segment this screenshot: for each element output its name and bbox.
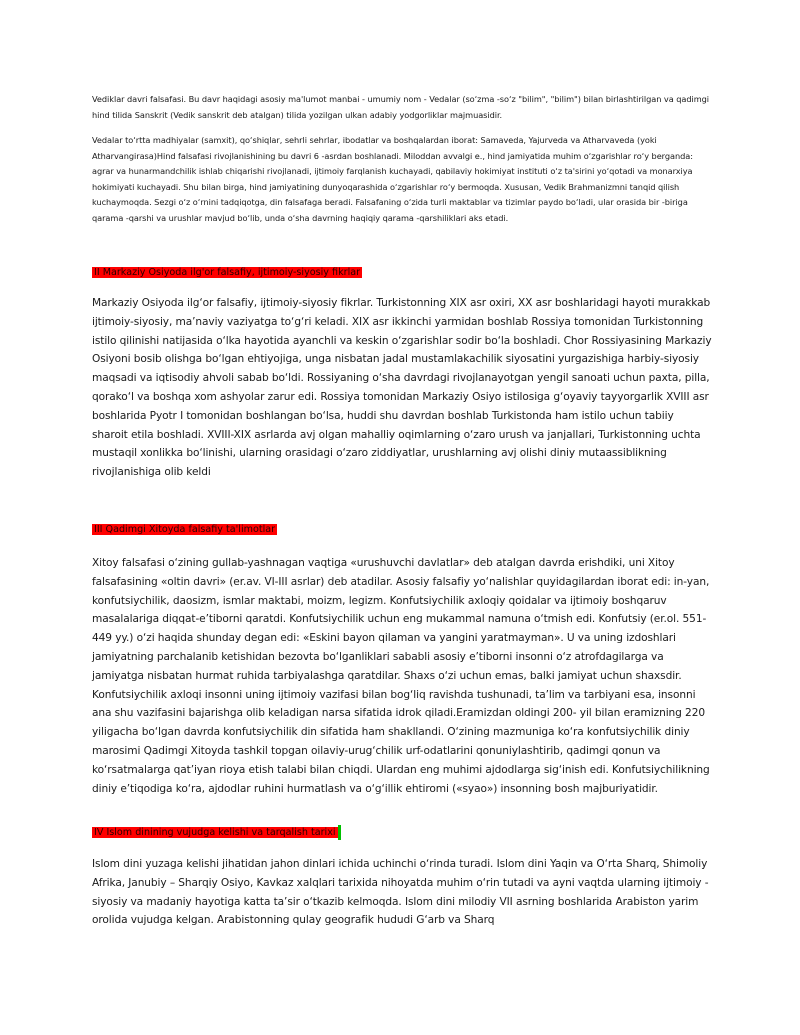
- highlight-edge-mark: [338, 825, 341, 840]
- section-body-central-asia: Markaziy Osiyoda ilg‘or falsafiy, ijtimoiy-siyosiy fikrlar. Turkistonning XIX asr oxiri, XX asr boshlaridagi hayoti murakkab ijtimoiy-siyosiy, ma’naviy vaziyatga to‘g‘ri keladi. XIX asr ikkinchi yarmidan boshlab Rossiya tomonidan Turkistonning istilo qilinishi natijasida o‘lka hayotida ayanchli va keskin o‘zgarishlar sodir bo‘la boshladi. Chor Rossiyasining Markaziy Osiyoni bosib olishga bo‘lgan ehtiyojiga, unga nisbatan jadal mustamlakachilik siyosatini yurgazishiga harbiy-siyosiy maqsadi va iqtisodiy ahvoli sabab bo‘ldi. Rossiyaning o‘sha davrdagi rivojlanayotgan yengil sanoati uchun paxta, pilla, qorako‘l va boshqa xom ashyolar zarur edi. Rossiya tomonidan Markaziy Osiyo istilosiga g‘oyaviy tayyorgarlik XVIII asr boshlarida Pyotr I tomonidan boshlangan bo‘lsa, huddi shu davrdan boshlab Turkistonda ham istilo uchun tabiiy sharoit etila boshladi. XVIII-XIX asrlarda avj olgan mahalliy oqimlarning o‘zaro urush va janjallari, Turkistonning uchta mustaqil xonlikka bo‘linishi, ularning orasidagi o‘zaro ziddiyatlar, urushlarning avj olishi diniy mutaassiblikning rivojlanishiga olib keldi: [92, 297, 712, 479]
- heading-highlight: II Markaziy Osiyoda ilg'or falsafiy, ijtimoiy-siyosiy fikrlar: [94, 267, 361, 278]
- section-heading-china: [92, 522, 277, 538]
- section-body-islam: Islom dini yuzaga kelishi jihatidan jahon dinlari ichida uchinchi o‘rinda turadi. Islom dini Yaqin va O‘rta Sharq, Shimoliy Afrika, Janubiy – Sharqiy Osiyo, Kavkaz xalqlari tarixida nihoyatda muhim o‘rin tutadi va ayni vaqtda ularning ijtimoiy - siyosiy va madaniy hayotiga katta ta’sir o‘tkazib kelmoqda. Islom dini milodiy VII asrning boshlarida Arabiston yarim orolida vujudga kelgan. Arabistonning qulay geografik hududi G‘arb va Sharq: [92, 858, 709, 927]
- section-heading-central-asia: [92, 265, 362, 281]
- section-body-china: Xitoy falsafasi o‘zining gullab-yashnagan vaqtiga «urushuvchi davlatlar» deb atalgan davrda erishdiki, uni Xitoy falsafasining «oltin davri» (er.av. VI-III asrlar) deb atadilar. Asosiy falsafiy yo‘nalishlar quyidagilardan iborat edi: in-yan, konfutsiychilik, daosizm, ismlar maktabi, moizm, legizm. Konfutsiychilik axloqiy qoidalar va ijtimoiy boshqaruv masalalariga diqqat-e’tiborni qaratdi. Konfutsiychilik uchun eng mukammal namuna o‘tmish edi. Konfutsiy (er.ol. 551-449 yy.) o‘zi haqida shunday degan edi: «Eskini bayon qilaman va yangini yaratmayman». U va uning izdoshlari jamiyatning parchalanib ketishidan bezovta bo‘lganliklari sababli asosiy e’tiborni insonni o‘z atrofdagilarga va jamiyatga nisbatan hurmat ruhida tarbiyalashga qaratdilar. Shaxs o‘zi uchun emas, balki jamiyat uchun shaxsdir. Konfutsiychilik axloqi insonni uning ijtimoiy vazifasi bilan bog‘liq ravishda tushunadi, ta’lim va tarbiyani esa, insonni ana shu vazifasini bajarishga olib keladigan narsa sifatida idrok qiladi.Eramizdan oldingi 200- yil bilan eramizning 220 yiligacha bo‘lgan davrda konfutsiychilik din sifatida ham shakllandi. O‘zining mazmuniga ko‘ra konfutsiychilik diniy marosimi Qadimgi Xitoyda tashkil topgan oilaviy-urug‘chilik urf-odatlarini qonuniylashtirib, qadimgi qonun va ko‘rsatmalarga qat’iyan rioya etish talabi bilan chiqdi. Ulardan eng muhimi ajdodlarga sig‘inish edi. Konfutsiychilikning diniy e’tiqodiga ko‘ra, ajdodlar ruhini hurmatlash va o‘g‘illik ehtiromi («syao») insonning bosh majburiyatidir.: [92, 557, 710, 795]
- heading-highlight: III Qadimgi Xitoyda falsafiy ta'limotlar: [94, 524, 276, 535]
- section-heading-islam: [92, 825, 341, 841]
- intro-paragraph-1: Vediklar davri falsafasi. Bu davr haqidagi asosiy ma'lumot manbai - umumiy nom - Vedalar (so‘zma -so‘z "bilim", "bilim") bilan birlashtirilgan va qadimgi hind tilida Sanskrit (Vedik sanskrit deb atalgan) tilida yozilgan ulkan adabiy yodgorliklar majmuasidir.: [92, 94, 710, 120]
- heading-highlight: IV Islom dinining vujudga kelishi va tarqalish tarixi: [94, 827, 336, 838]
- intro-paragraph-2: Vedalar to‘rtta madhiyalar (samxit), qo‘shiqlar, sehrli sehrlar, ibodatlar va boshqalardan iborat: Samaveda, Yajurveda va Atharvaveda (yoki Atharvangirasa)Hind falsafasi rivojlanishining bu davri 6 -asrdan boshlanadi. Miloddan avvalgi e., hind jamiyatida muhim o‘zgarishlar ro‘y berganda: agrar va hunarmandchilik ishlab chiqarishi rivojlanadi, ijtimoiy farqlanish kuchayadi, qabilaviy hokimiyat instituti o‘z ta'sirini yo‘qotadi va monarxiya hokimiyati kuchayadi. Shu bilan birga, hind jamiyatining dunyoqarashida o‘zgarishlar ro‘y bermoqda. Xususan, Vedik Brahmanizmni tanqid qilish kuchaymoqda. Sezgi o‘z o‘rnini tadqiqotga, din falsafaga beradi. Falsafaning o‘zida turli maktablar va tizimlar paydo bo‘ladi, ular orasida bir -biriga qarama -qarshi va urushlar mavjud bo‘lib, unda o‘sha davrning haqiqiy qarama -qarshiliklari aks etadi.: [92, 135, 693, 223]
